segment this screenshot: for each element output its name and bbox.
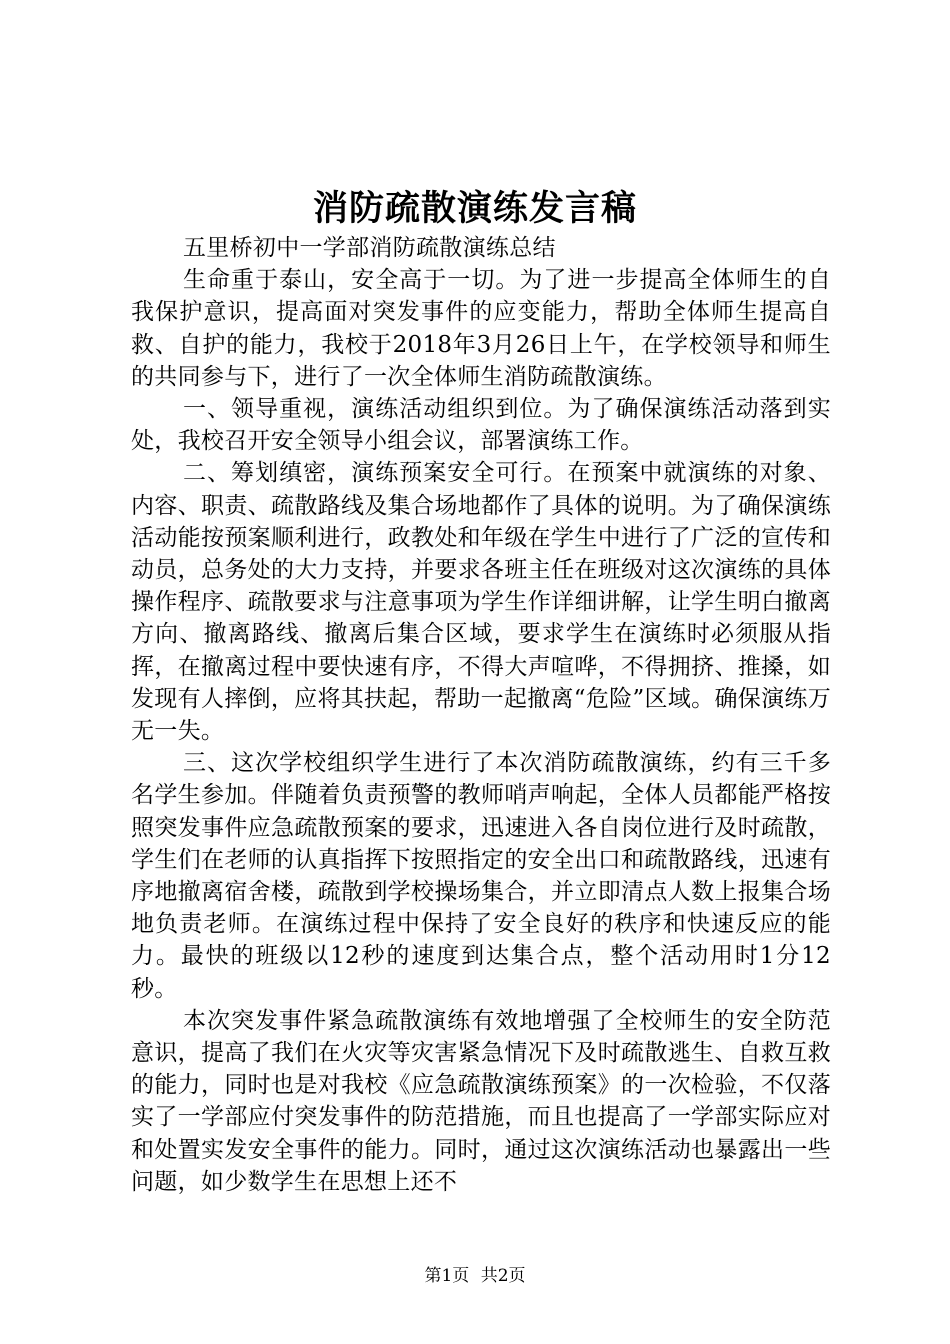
- page-total: 共2页: [480, 1266, 526, 1286]
- page-footer: [0, 1264, 950, 1288]
- document-body: [131, 232, 831, 1198]
- summary-paragraph: 本次突发事件紧急疏散演练有效地增强了全校师生的安全防范意识，提高了我们在火灾等灾害紧急情况下及时疏散逃生、自救互救的能力，同时也是对我校《应急疏散演练预案》的一次检验，不仅落实了一学部应付突发事件的防范措施，而且也提高了一学部实际应对和处置实发安全事件的能力。同时，通过这次演练活动也暴露出一些问题，如少数学生在思想上还不: [131, 1007, 831, 1195]
- page-number: 第1页: [424, 1266, 470, 1286]
- section-two-paragraph: 二、筹划缜密，演练预案安全可行。在预案中就演练的对象、内容、职责、疏散路线及集合场地都作了具体的说明。为了确保演练活动能按预案顺利进行，政教处和年级在学生中进行了广泛的宣传和动员，总务处的大力支持，并要求各班主任在班级对这次演练的具体操作程序、疏散要求与注意事项为学生作详细讲解，让学生明白撤离方向、撤离路线、撤离后集合区域，要求学生在演练时必须服从指挥，在撤离过程中要快速有序，不得大声喧哗，不得拥挤、推搡，如发现有人摔倒，应将其扶起，帮助一起撤离“危险”区域。确保演练万无一失。: [131, 460, 831, 745]
- document-title: 消防疏散演练发言稿: [312, 188, 637, 229]
- section-one-paragraph: 一、领导重视，演练活动组织到位。为了确保演练活动落到实处，我校召开安全领导小组会议，部署演练工作。: [131, 396, 831, 455]
- subtitle-paragraph: 五里桥初中一学部消防疏散演练总结: [183, 235, 556, 261]
- intro-paragraph: 生命重于泰山，安全高于一切。为了进一步提高全体师生的自我保护意识，提高面对突发事件的应变能力，帮助全体师生提高自救、自护的能力，我校于2018年3月26日上午，在学校领导和师生的共同参与下，进行了一次全体师生消防疏散演练。: [131, 267, 831, 390]
- section-three-paragraph: 三、这次学校组织学生进行了本次消防疏散演练，约有三千多名学生参加。伴随着负责预警的教师哨声响起，全体人员都能严格按照突发事件应急疏散预案的要求，迅速进入各自岗位进行及时疏散，学生们在老师的认真指挥下按照指定的安全出口和疏散路线，迅速有序地撤离宿舍楼，疏散到学校操场集合，并立即清点人数上报集合场地负责老师。在演练过程中保持了安全良好的秩序和快速反应的能力。最快的班级以12秒的速度到达集合点，整个活动用时1分12秒。: [131, 750, 831, 1002]
